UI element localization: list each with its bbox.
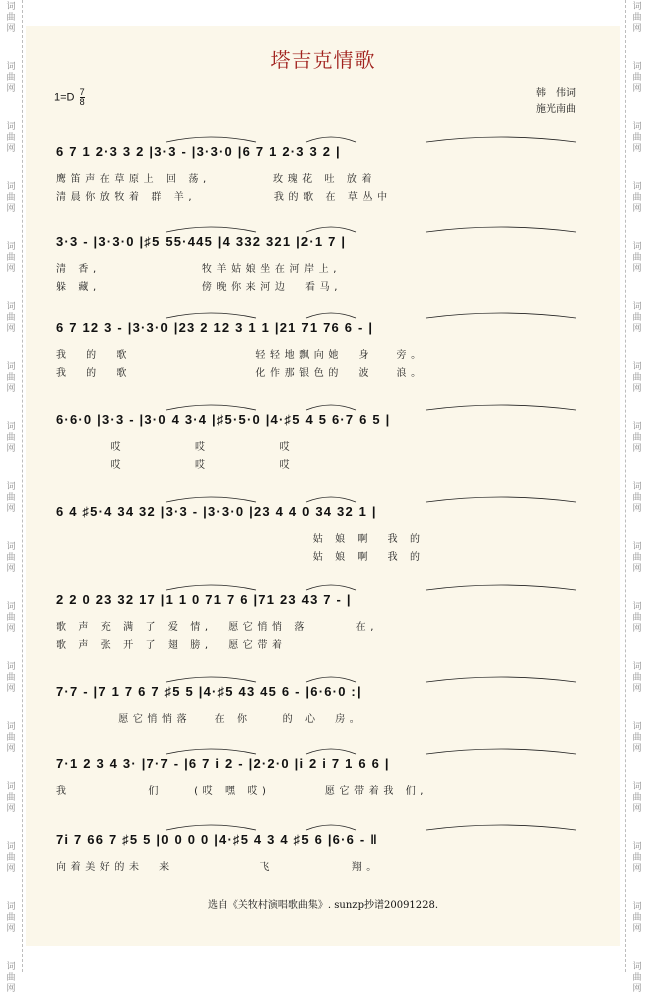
watermark-mark: [4, 722, 18, 755]
watermark-char: 词: [6, 182, 16, 192]
watermark-char: 词: [6, 122, 16, 132]
watermark-char: 词: [6, 482, 16, 492]
watermark-char: 网: [6, 84, 16, 94]
watermark-char: 曲: [632, 973, 642, 983]
slur-arc: [426, 585, 576, 590]
slur-arc: [426, 137, 576, 142]
notation-line: 6 4 ♯5·4 34 32 |3·3 - |3·3·0 |23 4 4 0 34 32 1 |: [56, 504, 377, 519]
lyric-line: 我 们 (哎 嘿 哎) 愿它带着我 们,: [56, 786, 429, 797]
slur-arc: [426, 677, 576, 682]
key-signature: [54, 88, 85, 107]
watermark-char: 曲: [632, 73, 642, 83]
watermark-char: 曲: [6, 553, 16, 563]
watermark-char: 网: [632, 744, 642, 754]
watermark-char: 曲: [632, 733, 642, 743]
watermark-char: 词: [632, 122, 642, 132]
watermark-char: 词: [632, 362, 642, 372]
watermark-char: 曲: [632, 313, 642, 323]
watermark-char: 网: [632, 24, 642, 34]
watermark-char: 网: [6, 924, 16, 934]
watermark-char: 曲: [6, 373, 16, 383]
lyric-line: 向着美好的未 来 飞 翔。: [56, 862, 381, 873]
watermark-char: 词: [632, 602, 642, 612]
watermark-mark: [4, 902, 18, 935]
watermark-char: 曲: [6, 853, 16, 863]
watermark-char: 网: [6, 444, 16, 454]
watermark-char: 曲: [6, 913, 16, 923]
watermark-mark: [630, 482, 644, 515]
watermark-char: 网: [6, 144, 16, 154]
slur-arc: [426, 749, 576, 754]
watermark-char: 词: [6, 2, 16, 12]
lyric-line: 我 的 歌 化作那银色的 波 浪。: [56, 368, 426, 379]
lyric-line: 歌 声 充 满 了 爱 情, 愿它悄悄 落 在,: [56, 622, 379, 633]
watermark-char: 网: [6, 624, 16, 634]
watermark-char: 曲: [6, 433, 16, 443]
watermark-char: 网: [6, 264, 16, 274]
slur-arc: [306, 227, 356, 232]
watermark-char: 词: [6, 242, 16, 252]
watermark-char: 网: [632, 144, 642, 154]
lyric-line: 躲 藏, 傍晚你来河边 看马,: [56, 282, 343, 293]
slur-arc: [426, 313, 576, 318]
watermark-char: 词: [632, 962, 642, 972]
watermark-mark: [4, 482, 18, 515]
watermark-mark: [630, 242, 644, 275]
watermark-char: 网: [6, 504, 16, 514]
watermark-char: 网: [632, 324, 642, 334]
watermark-char: 曲: [6, 613, 16, 623]
watermark-char: 曲: [6, 193, 16, 203]
watermark-mark: [4, 362, 18, 395]
watermark-char: 词: [632, 62, 642, 72]
watermark-char: 词: [6, 842, 16, 852]
meter-bottom: 8: [79, 97, 85, 107]
watermark-char: 网: [632, 504, 642, 514]
watermark-mark: [4, 422, 18, 455]
watermark-char: 网: [632, 444, 642, 454]
watermark-mark: [4, 242, 18, 275]
slur-arc: [166, 749, 256, 754]
watermark-char: 词: [632, 242, 642, 252]
watermark-char: 曲: [632, 13, 642, 23]
watermark-char: 网: [632, 924, 642, 934]
watermark-char: 词: [632, 2, 642, 12]
watermark-mark: [630, 662, 644, 695]
slur-arc: [306, 137, 356, 142]
source-note: 选自《关牧村演唱歌曲集》. sunzp抄谱20091228.: [207, 900, 439, 911]
watermark-mark: [4, 122, 18, 155]
watermark-mark: [4, 602, 18, 635]
watermark-char: 词: [6, 602, 16, 612]
watermark-char: 词: [632, 482, 642, 492]
watermark-char: 曲: [632, 853, 642, 863]
watermark-char: 曲: [632, 253, 642, 263]
watermark-char: 曲: [632, 553, 642, 563]
watermark-char: 曲: [6, 493, 16, 503]
key-label: 1=D: [54, 91, 75, 104]
slur-arc: [166, 497, 256, 502]
watermark-char: 网: [6, 864, 16, 874]
watermark-char: 词: [6, 422, 16, 432]
watermark-char: 网: [6, 324, 16, 334]
song-title: 塔吉克情歌: [270, 48, 376, 72]
watermark-mark: [630, 542, 644, 575]
watermark-char: 曲: [6, 673, 16, 683]
watermark-char: 曲: [632, 433, 642, 443]
notation-line: 6 7 1 2·3 3 2 |3·3 - |3·3·0 |6 7 1 2·3 3 2 |: [56, 144, 341, 159]
watermark-char: 词: [632, 542, 642, 552]
watermark-mark: [4, 962, 18, 995]
notation-line: 6·6·0 |3·3 - |3·0 4 3·4 |♯5·5·0 |4·♯5 4 5 6·7 6 5 |: [56, 412, 391, 427]
watermark-mark: [630, 842, 644, 875]
watermark-char: 曲: [6, 793, 16, 803]
watermark-mark: [4, 842, 18, 875]
lyric-line: 姑 娘 啊 我 的: [56, 534, 425, 545]
watermark-char: 词: [6, 902, 16, 912]
lyric-line: 姑 娘 啊 我 的: [56, 552, 425, 563]
watermark-mark: [4, 62, 18, 95]
watermark-char: 网: [632, 684, 642, 694]
watermark-char: 曲: [632, 133, 642, 143]
notation-line: 6 7 12 3 - |3·3·0 |23 2 12 3 1 1 |21 71 76 6 - |: [56, 320, 374, 335]
watermark-char: 曲: [6, 13, 16, 23]
watermark-char: 词: [6, 782, 16, 792]
right-watermark-strip: [625, 0, 648, 994]
slur-arc: [306, 313, 356, 318]
watermark-mark: [630, 122, 644, 155]
watermark-char: 网: [632, 984, 642, 994]
watermark-char: 网: [6, 984, 16, 994]
watermark-char: 词: [6, 962, 16, 972]
slur-arc: [426, 825, 576, 830]
watermark-mark: [630, 2, 644, 35]
watermark-char: 网: [632, 204, 642, 214]
watermark-mark: [630, 422, 644, 455]
slur-arc: [166, 227, 256, 232]
lyricist-credit: 韩 伟词: [536, 88, 576, 99]
watermark-char: 网: [632, 84, 642, 94]
slur-arc: [166, 137, 256, 142]
watermark-char: 词: [6, 542, 16, 552]
notation-line: 3·3 - |3·3·0 |♯5 55·445 |4 332 321 |2·1 7 |: [56, 234, 347, 249]
slur-arc: [306, 585, 356, 590]
lyric-line: 哎 哎 哎: [56, 460, 295, 471]
watermark-mark: [4, 2, 18, 35]
composer-credit: 施光南曲: [536, 104, 576, 115]
watermark-char: 网: [632, 864, 642, 874]
watermark-char: 曲: [632, 793, 642, 803]
notation-line: 7i 7 66 7 ♯5 5 |0 0 0 0 |4·♯5 4 3 4 ♯5 6 |6·6 - ‖: [56, 832, 378, 847]
watermark-char: 词: [632, 662, 642, 672]
watermark-char: 网: [6, 684, 16, 694]
meter-top: 7: [79, 87, 85, 97]
watermark-char: 曲: [632, 913, 642, 923]
watermark-mark: [4, 542, 18, 575]
watermark-mark: [4, 182, 18, 215]
watermark-char: 曲: [6, 133, 16, 143]
watermark-mark: [630, 62, 644, 95]
slur-arc: [306, 825, 356, 830]
watermark-char: 网: [632, 384, 642, 394]
watermark-char: 曲: [632, 673, 642, 683]
watermark-char: 词: [6, 722, 16, 732]
watermark-char: 曲: [6, 733, 16, 743]
watermark-char: 网: [6, 804, 16, 814]
watermark-char: 词: [632, 842, 642, 852]
slur-arc: [426, 405, 576, 410]
slur-arc: [306, 749, 356, 754]
lyric-line: 鹰笛声在草原上 回 荡, 玫瑰花 吐 放着: [56, 174, 377, 185]
slur-arc: [426, 497, 576, 502]
slur-arc: [166, 677, 256, 682]
watermark-char: 词: [632, 302, 642, 312]
notation-line: 7·1 2 3 4 3· |7·7 - |6 7 i 2 - |2·2·0 |i 2 i 7 1 6 6 |: [56, 756, 390, 771]
watermark-char: 词: [632, 782, 642, 792]
watermark-char: 网: [6, 744, 16, 754]
watermark-mark: [630, 362, 644, 395]
watermark-char: 词: [632, 722, 642, 732]
watermark-char: 词: [6, 662, 16, 672]
watermark-char: 曲: [632, 613, 642, 623]
slur-arc: [306, 405, 356, 410]
left-watermark-strip: [0, 0, 23, 994]
notation-line: 2 2 0 23 32 17 |1 1 0 71 7 6 |71 23 43 7 - |: [56, 592, 352, 607]
notation-line: 7·7 - |7 1 7 6 7 ♯5 5 |4·♯5 43 45 6 - |6·6·0 :|: [56, 684, 362, 699]
watermark-char: 词: [6, 62, 16, 72]
slur-arc: [306, 677, 356, 682]
lyric-line: 我 的 歌 轻轻地飘向她 身 旁。: [56, 350, 426, 361]
watermark-char: 网: [632, 804, 642, 814]
slur-arc: [426, 227, 576, 232]
watermark-mark: [630, 782, 644, 815]
watermark-char: 网: [632, 624, 642, 634]
watermark-char: 曲: [6, 313, 16, 323]
credits: [536, 86, 576, 118]
lyric-line: 清晨你放牧着 群 羊, 我的歌 在 草丛中: [56, 192, 392, 203]
watermark-mark: [4, 302, 18, 335]
lyric-line: 歌 声 张 开 了 翅 膀, 愿它带着: [56, 640, 287, 651]
watermark-char: 网: [6, 564, 16, 574]
watermark-char: 词: [632, 422, 642, 432]
slur-arc: [166, 405, 256, 410]
watermark-char: 曲: [6, 973, 16, 983]
watermark-char: 词: [6, 362, 16, 372]
watermark-mark: [630, 602, 644, 635]
slur-arc: [166, 585, 256, 590]
watermark-char: 词: [632, 902, 642, 912]
watermark-mark: [630, 962, 644, 995]
watermark-char: 网: [632, 564, 642, 574]
watermark-char: 曲: [632, 193, 642, 203]
watermark-char: 曲: [6, 73, 16, 83]
lyric-line: 哎 哎 哎: [56, 442, 295, 453]
watermark-char: 曲: [632, 373, 642, 383]
watermark-char: 网: [6, 24, 16, 34]
watermark-char: 词: [632, 182, 642, 192]
watermark-mark: [630, 722, 644, 755]
watermark-char: 网: [632, 264, 642, 274]
watermark-mark: [630, 902, 644, 935]
watermark-char: 曲: [6, 253, 16, 263]
slur-arc: [166, 825, 256, 830]
watermark-char: 词: [6, 302, 16, 312]
watermark-mark: [630, 182, 644, 215]
watermark-mark: [630, 302, 644, 335]
slur-arc: [166, 313, 256, 318]
lyric-line: 清 香, 牧羊姑娘坐在河岸上,: [56, 264, 342, 275]
watermark-mark: [4, 782, 18, 815]
watermark-char: 网: [6, 204, 16, 214]
slur-arc: [306, 497, 356, 502]
watermark-mark: [4, 662, 18, 695]
watermark-char: 网: [6, 384, 16, 394]
lyric-line: 愿它悄悄落 在 你 的 心 房。: [56, 714, 365, 725]
watermark-char: 曲: [632, 493, 642, 503]
time-signature: [80, 88, 85, 107]
sheet-music-paper: [26, 26, 620, 946]
